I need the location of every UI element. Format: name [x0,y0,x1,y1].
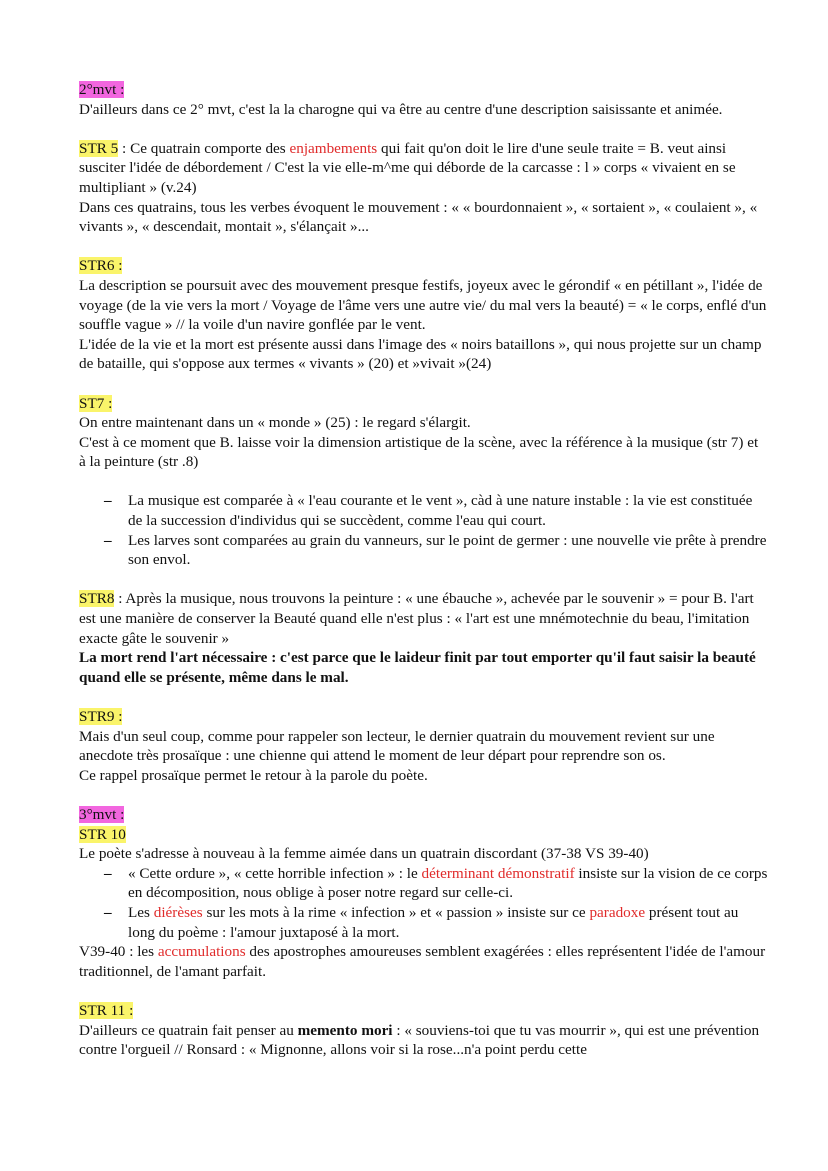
heading-str5: STR 5 [79,139,119,157]
str5-verbs: Dans ces quatrains, tous les verbes évoquent le mouvement : « « bourdonnaient », « sortaient », « coulaient », « vivants », « descendait, montait », s'élançait »... [79,198,758,236]
list-item: – Les diérèses sur les mots à la rime « infection » et « passion » insiste sur ce paradoxe présent tout au long du poème : l'amour juxtaposé à la mort. [128,903,768,942]
heading-st7: ST7 : [79,394,113,412]
str10-bullet-list [79,864,768,942]
heading-str9: STR9 : [79,708,123,725]
list-item: – La musique est comparée à « l'eau courante et le vent », càd à une nature instable : la vie est constituée de la succession d'individus qui se succèdent, comme l'eau qui court. [128,491,768,530]
list-item: – « Cette ordure », « cette horrible infection » : le déterminant démonstratif insiste sur la vision de ce corps en décomposition, nous oblige à poser notre regard sur celle-ci. [128,864,768,903]
heading-str10: STR 10 [79,825,126,843]
st7-bullet-list [79,491,768,569]
str5-paragraph: STR 5 : Ce quatrain comporte des enjambements qui fait qu'on doit le lire d'une seule traite = B. veut ainsi susciter l'idée de débordement / C'est la vie elle-m^me qui déborde de la carcasse : l » corps « vivaient en se multipliant » (v.24) [79,139,736,196]
str6-p2: L'idée de la vie et la mort est présente aussi dans l'image des « noirs bataillons », qui nous projette sur un champ de bataille, qui s'oppose aux termes « vivants » (20) et »vivait »(24) [79,335,762,373]
str10-p2: V39-40 : les accumulations des apostrophes amoureuses semblent exagérées : elles représentent l'idée de l'amour traditionnel, de l'amant parfait. [79,943,766,980]
heading-str6: STR6 : [79,257,123,275]
mvt2-text: D'ailleurs dans ce 2° mvt, c'est la la charogne qui va être au centre d'une description saisissante et animée. [79,100,723,118]
term-accumulations: accumulations [157,943,246,961]
term-enjambements: enjambements [289,139,378,157]
st7-p2: C'est à ce moment que B. laisse voir la dimension artistique de la scène, avec la référence à la musique (str 7) et à la peinture (str .8) [79,433,759,471]
term-dieresis: diérèses [153,903,203,921]
list-item: – Les larves sont comparées au grain du vanneurs, sur le point de germer : une nouvelle vie prête à prendre son envol. [128,531,768,570]
heading-str11: STR 11 : [79,1001,134,1019]
str11-p1: D'ailleurs ce quatrain fait penser au memento mori : « souviens-toi que tu vas mourrir », qui est une prévention contre l'orgueil // Ronsard : « Mignonne, allons voir si la rose...n'a point perdu cette [79,1021,760,1059]
term-paradoxe: paradoxe [589,903,646,921]
str9-p1: Mais d'un seul coup, comme pour rappeler son lecteur, le dernier quatrain du mouvement revient sur une anecdote très prosaïque : une chienne qui attend le moment de leur départ pour reprendre son os. [79,727,715,765]
str6-p1: La description se poursuit avec des mouvement presque festifs, joyeux avec le gérondif « en pétillant », l'idée de voyage (de la vie vers la mort / Voyage de l'âme vers une autre vie/ du mal vers la beauté) = « le corps, enflé d'un souffle vague » // la voile d'un navire gonflée par le vent. [79,276,767,334]
st7-p1: On entre maintenant dans un « monde » (25) : le regard s'élargit. [79,414,471,432]
str10-p1: Le poète s'adresse à nouveau à la femme aimée dans un quatrain discordant (37-38 VS 39-40) [79,845,649,863]
str8-conclusion: La mort rend l'art nécessaire : c'est parce que le laideur finit par tout emporter qu'il faut saisir la beauté quand elle se présente, même dans le mal. [79,649,756,686]
str8-paragraph: STR8 : Après la musique, nous trouvons la peinture : « une ébauche », achevée par le souvenir » = pour B. l'art est une manière de conserver la Beauté quand elle n'est plus : « l'art est une mnémotechnie du beau, l'imitation exacte gâte le souvenir » [79,590,754,647]
heading-str8: STR8 [79,590,115,608]
term-memento-mori: memento mori [297,1021,393,1039]
heading-mvt2: 2°mvt : [79,81,125,98]
term-determinant: déterminant démonstratif [421,864,575,882]
str9-p2: Ce rappel prosaïque permet le retour à la parole du poète. [79,766,428,784]
heading-mvt3: 3°mvt : [79,805,125,823]
